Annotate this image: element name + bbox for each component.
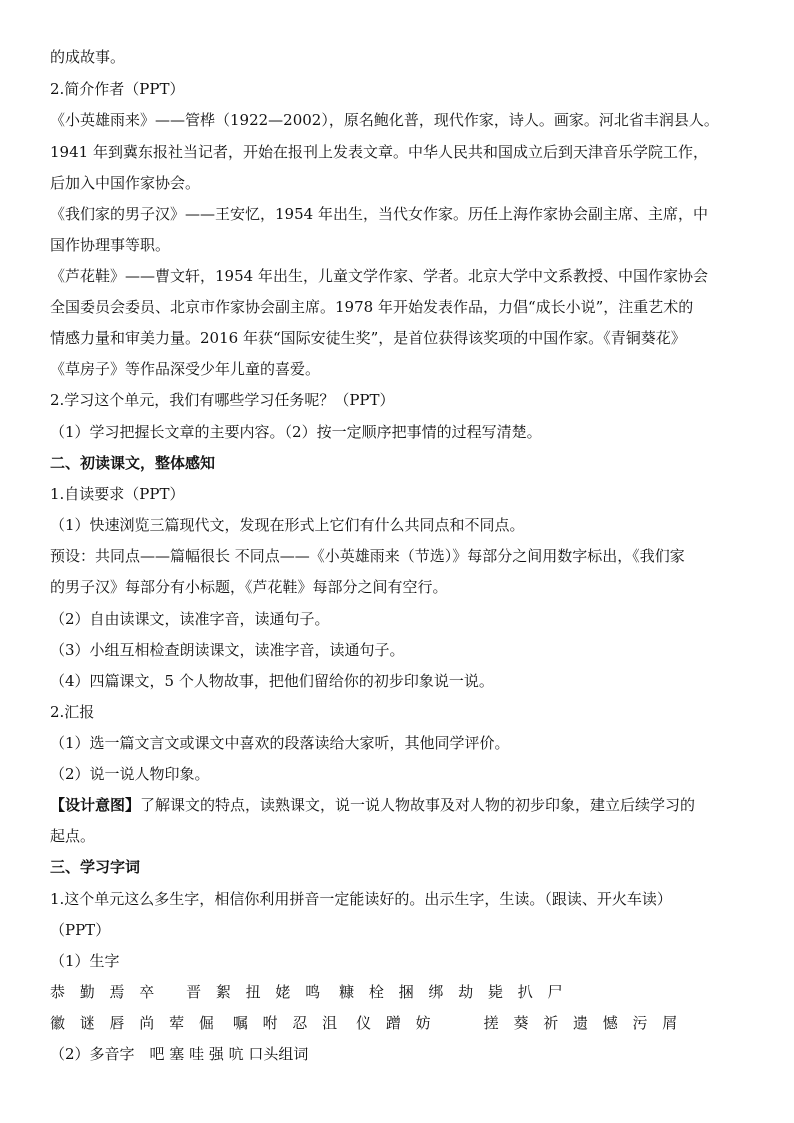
text-line: （3）小组互相检查朗读课文，读准字音，读通句子。 [50,641,405,659]
text-line: 1.这个单元这么多生字，相信你利用拼音一定能读好的。出示生字，生读。（跟读、开火车读） [50,890,672,908]
text-line: 全国委员会委员、北京市作家协会副主席。1978 年开始发表作品，力倡“成长小说”，注重艺术的 [50,298,694,316]
text-line: 1.自读要求（PPT） [50,485,185,503]
text-line: 《草房子》等作品深受少年儿童的喜爱。 [50,360,321,378]
vocabulary-row: 恭 勤 焉 卒 晋 絮 扭 姥 鸣 糠 栓 捆 绑 劫 毙 扒 尸 [50,983,565,1001]
section-heading: 二、初读课文，整体感知 [50,454,216,472]
text-line: 2.简介作者（PPT） [50,80,185,98]
text-line: 2.汇报 [50,703,95,721]
text-line: （PPT） [50,921,111,939]
text-line: 起点。 [50,827,96,845]
design-intent-label: 【设计意图】 [50,796,141,814]
text-line: （1）选一篇文言文或课文中喜欢的段落读给大家听，其他同学评价。 [50,734,510,752]
text-line: 1941 年到冀东报社当记者，开始在报刊上发表文章。中华人民共和国成立后到天津音乐学院工作， [50,143,708,161]
text-line: （1）学习把握长文章的主要内容。（2）按一定顺序把事情的过程写清楚。 [50,423,542,441]
text-line: 《小英雄雨来》——管桦（1922—2002），原名鲍化普，现代作家，诗人。画家。河北省丰润县人。 [50,111,719,129]
text-line: 情感力量和审美力量。2016 年获“国际安徒生奖”，是首位获得该奖项的中国作家。《青铜葵花》 [50,329,686,347]
text-line: （2）自由读课文，读准字音，读通句子。 [50,610,330,628]
text-line: （2）多音字 吧 塞 哇 强 吭 口头组词 [50,1045,309,1063]
text-line: 《我们家的男子汉》——王安忆，1954 年出生，当代女作家。历任上海作家协会副主席、主席，中 [50,205,708,223]
text-line: 《芦花鞋》——曹文轩，1954 年出生，儿童文学作家、学者。北京大学中文系教授、中国作家协会 [50,267,708,285]
design-intent-line [50,796,750,814]
section-heading: 三、学习字词 [50,858,141,876]
design-intent-text: 了解课文的特点，读熟课文，说一说人物故事及对人物的初步印象，建立后续学习的 [140,796,696,814]
text-line: （1）生字 [50,952,120,970]
text-line: （4）四篇课文，5 个人物故事，把他们留给你的初步印象说一说。 [50,672,494,690]
text-line: 后加入中国作家协会。 [50,174,201,192]
text-line: 预设：共同点——篇幅很长 不同点——《小英雄雨来（节选）》每部分之间用数字标出，《我们家 [50,547,685,565]
text-line: 2.学习这个单元，我们有哪些学习任务呢？（PPT） [50,391,395,409]
text-line: （2）说一说人物印象。 [50,765,210,783]
text-line: （1）快速浏览三篇现代文，发现在形式上它们有什么共同点和不同点。 [50,516,525,534]
vocabulary-row: 徽 谜 唇 尚 荤 倔 嘱 咐 忍 沮 仪 蹭 妨 搓 葵 祈 遗 憾 污 屑 [50,1014,680,1032]
text-line: 的成故事。 [50,48,126,66]
text-line: 的男子汉》每部分有小标题，《芦花鞋》每部分之间有空行。 [50,578,448,596]
text-line: 国作协理事等职。 [50,236,171,254]
